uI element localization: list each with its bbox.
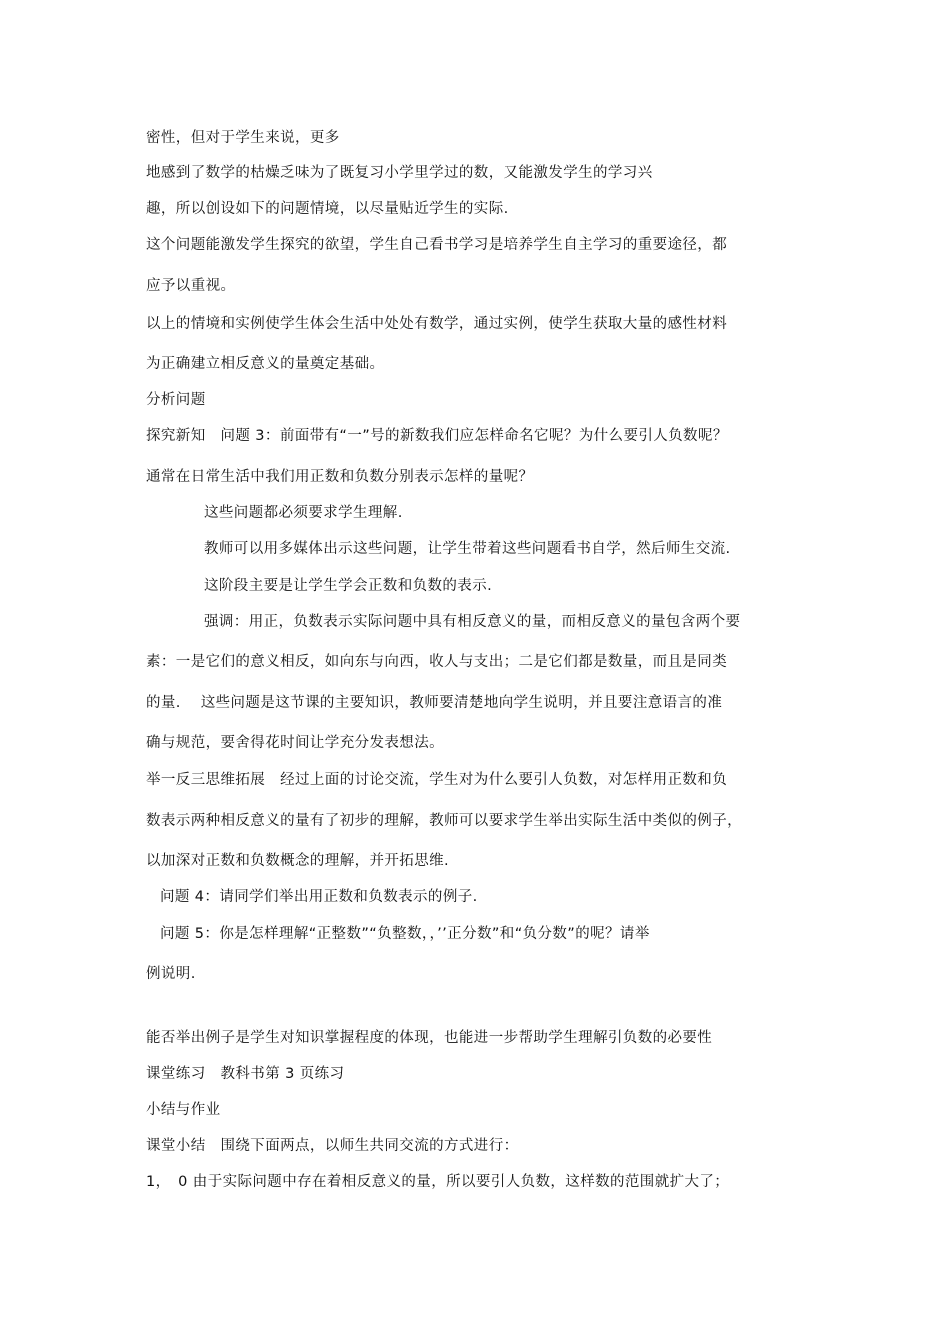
text-line: 以上的情境和实例使学生体会生活中处处有数学，通过实例，使学生获取大量的感性材料 — [146, 316, 728, 332]
text-line: 这些问题都必须要求学生理解. — [204, 505, 403, 521]
text-line: 这个问题能激发学生探究的欲望，学生自己看书学习是培养学生自主学习的重要途径，都 — [146, 237, 728, 253]
text-line: 通常在日常生活中我们用正数和负数分别表示怎样的量呢？ — [146, 469, 534, 485]
text-line: 例说明. — [146, 966, 196, 982]
section-heading: 分析问题 — [146, 392, 206, 408]
text-line: 数表示两种相反意义的量有了初步的理解，教师可以要求学生举出实际生活中类似的例子， — [146, 813, 742, 829]
text-line: 课堂练习 教科书第 3 页练习 — [146, 1066, 345, 1082]
text-line: 地感到了数学的枯燥乏味为了既复习小学里学过的数，又能激发学生的学习兴 — [146, 165, 653, 181]
text-line: 应予以重视。 — [146, 278, 236, 294]
text-line: 为正确建立相反意义的量奠定基础。 — [146, 356, 385, 372]
text-line: 素：一是它们的意义相反，如向东与向西，收人与支出；二是它们都是数量，而且是同类 — [146, 654, 728, 670]
text-line: 以加深对正数和负数概念的理解，并开拓思维. — [146, 853, 450, 869]
text-line: 趣，所以创设如下的问题情境，以尽量贴近学生的实际. — [146, 201, 509, 217]
text-line: 这阶段主要是让学生学会正数和负数的表示. — [204, 578, 493, 594]
text-line: 确与规范，要舍得花时间让学充分发表想法。 — [146, 735, 444, 751]
text-line: 教师可以用多媒体出示这些问题，让学生带着这些问题看书自学，然后师生交流. — [204, 541, 731, 557]
text-line: 1， 0 由于实际问题中存在着相反意义的量，所以要引人负数，这样数的范围就扩大了； — [146, 1174, 730, 1190]
text-line: 问题 5：你是怎样理解“正整数”“负整数，，’’正分数”和“负分数”的呢？请举 — [160, 926, 650, 942]
text-line: 的量. 这些问题是这节课的主要知识，教师要清楚地向学生说明，并且要注意语言的准 — [146, 695, 723, 711]
section-heading: 小结与作业 — [146, 1102, 221, 1118]
text-line: 强调：用正，负数表示实际问题中具有相反意义的量，而相反意义的量包含两个要 — [204, 614, 741, 630]
text-line: 举一反三思维拓展 经过上面的讨论交流，学生对为什么要引人负数，对怎样用正数和负 — [146, 772, 728, 788]
text-line: 问题 4：请同学们举出用正数和负数表示的例子. — [160, 889, 478, 905]
text-line: 课堂小结 围绕下面两点，以师生共同交流的方式进行： — [146, 1138, 519, 1154]
text-line: 探究新知 问题 3：前面带有“一”号的新数我们应怎样命名它呢？为什么要引人负数呢？ — [146, 428, 728, 444]
text-line: 能否举出例子是学生对知识掌握程度的体现，也能进一步帮助学生理解引负数的必要性 — [146, 1030, 713, 1046]
text-line: 密性，但对于学生来说，更多 — [146, 130, 340, 146]
